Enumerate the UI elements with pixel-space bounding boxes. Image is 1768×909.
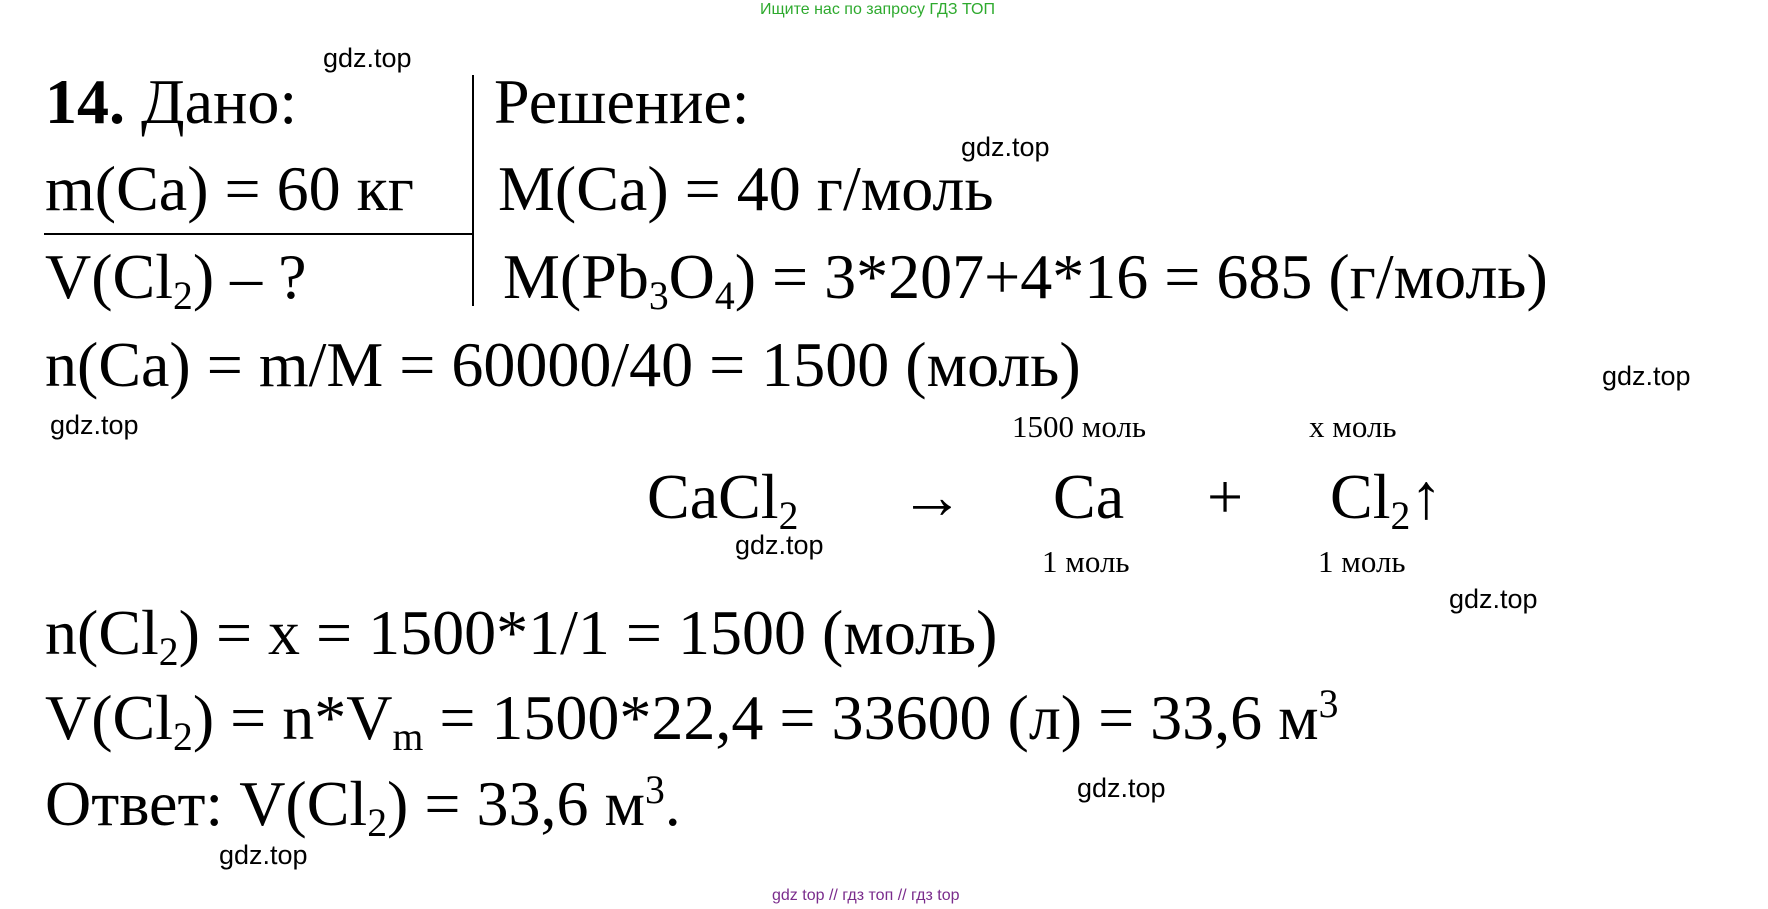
answer-sup: 3 — [644, 768, 665, 813]
given-horizontal-divider — [44, 233, 472, 235]
given-find-right: ) – ? — [192, 241, 307, 312]
watermark: gdz.top — [50, 410, 139, 440]
moles-ca: n(Ca) = m/M = 60000/40 = 1500 (моль) — [45, 329, 1081, 400]
answer — [45, 768, 681, 846]
bottom-link-3[interactable]: гдз top — [911, 887, 960, 904]
watermark: gdz.top — [219, 840, 308, 870]
problem-number: 14. — [45, 66, 125, 137]
watermark: gdz.top — [323, 43, 412, 73]
reactant-formula: CaCl — [647, 461, 779, 532]
volume-part: = 1500*22,4 = 33600 (л) = 33,6 м — [423, 682, 1319, 753]
product-sub: 2 — [1390, 494, 1411, 539]
given-vertical-divider — [472, 75, 474, 306]
answer-sub: 2 — [367, 801, 388, 846]
volume-part: V(Cl — [45, 682, 173, 753]
molar-pb-sub: 3 — [648, 274, 669, 319]
given-find-sub: 2 — [173, 274, 193, 319]
reaction-reactant — [647, 461, 799, 539]
top-banner: Ищите нас по запросу ГДЗ ТОП — [760, 1, 995, 18]
volume-sup: 3 — [1318, 682, 1339, 727]
watermark: gdz.top — [1602, 361, 1691, 391]
answer-part: . — [664, 768, 681, 839]
watermark: gdz.top — [1449, 584, 1538, 614]
reaction-below-cl2: 1 моль — [1318, 544, 1406, 579]
given-mass: m(Ca) = 60 кг — [45, 153, 414, 224]
volume-sub: 2 — [173, 715, 193, 760]
volume-cl2 — [45, 682, 1339, 760]
molar-pb-part: ) = 3*207+4*16 = 685 (г/моль) — [734, 241, 1548, 312]
watermark: gdz.top — [961, 132, 1050, 162]
molar-mass-pb3o4 — [503, 241, 1548, 319]
molar-pb-part: O — [668, 241, 715, 312]
watermark: gdz.top — [735, 530, 824, 560]
problem-heading — [45, 66, 298, 137]
molar-pb-sub: 4 — [714, 274, 735, 319]
bottom-separator: // — [828, 887, 838, 904]
reaction-plus: + — [1207, 461, 1244, 532]
reaction-arrow: → — [900, 461, 964, 532]
reaction-product-ca: Ca — [1053, 461, 1125, 532]
reactant-sub: 2 — [778, 494, 799, 539]
solution-header: Решение: — [494, 66, 750, 137]
answer-part: Ответ: V(Cl — [45, 768, 368, 839]
moles-cl2-part: n(Cl — [45, 597, 159, 668]
product-formula: Cl — [1330, 461, 1391, 532]
moles-cl2-sub: 2 — [158, 630, 179, 675]
molar-mass-ca: M(Ca) = 40 г/моль — [498, 153, 994, 224]
reaction-above-ca: 1500 моль — [1012, 409, 1147, 444]
volume-part: ) = n*V — [192, 682, 393, 753]
molar-pb-part: M(Pb — [503, 241, 649, 312]
watermark: gdz.top — [1077, 773, 1166, 803]
given-header: Дано: — [141, 66, 298, 137]
moles-cl2 — [45, 597, 998, 675]
bottom-separator: // — [897, 887, 907, 904]
given-find — [45, 241, 307, 319]
bottom-link-1[interactable]: gdz top — [772, 887, 825, 904]
reaction-product-cl2 — [1330, 461, 1443, 539]
reaction-below-ca: 1 моль — [1042, 544, 1130, 579]
reaction-above-cl2: х моль — [1309, 409, 1397, 444]
volume-sub: m — [392, 715, 424, 760]
answer-part: ) = 33,6 м — [387, 768, 645, 839]
bottom-links — [772, 888, 960, 904]
gas-evolution-arrow: ↑ — [1410, 461, 1443, 532]
bottom-link-2[interactable]: гдз топ — [842, 887, 894, 904]
moles-cl2-part: ) = x = 1500*1/1 = 1500 (моль) — [178, 597, 998, 668]
given-find-left: V(Cl — [45, 241, 173, 312]
